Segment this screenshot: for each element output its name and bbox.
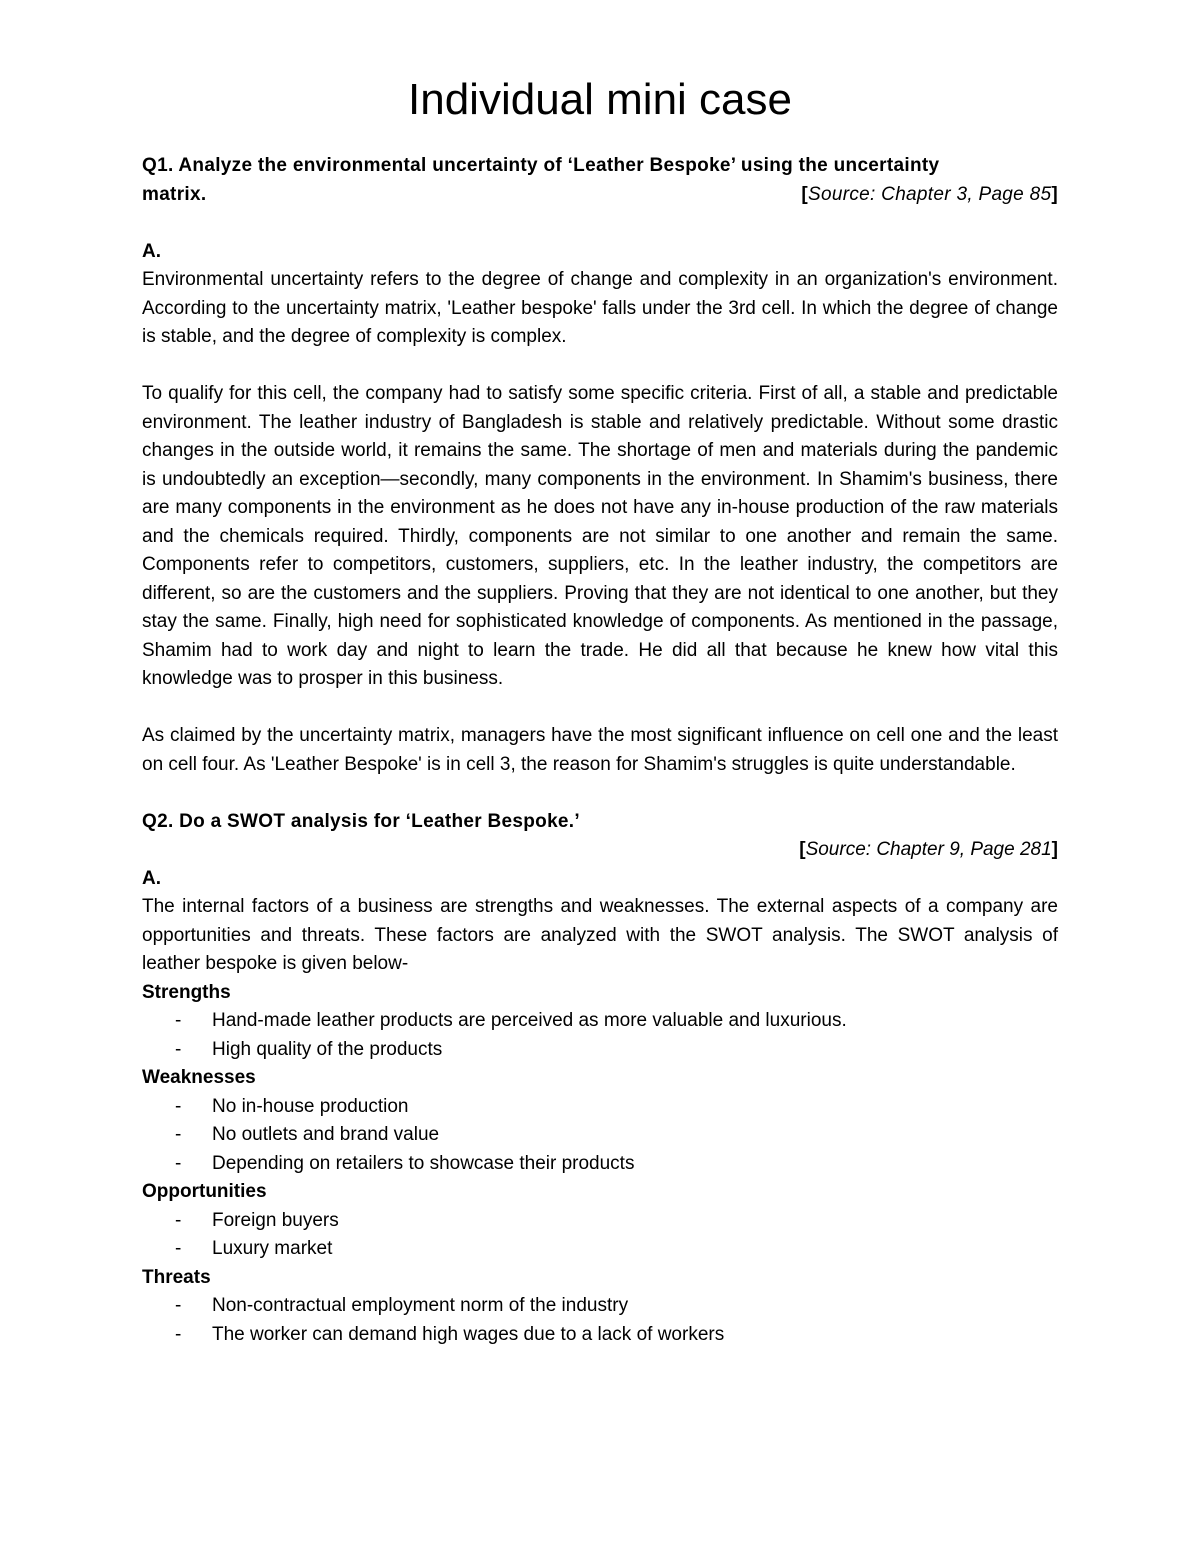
list-item-text: Depending on retailers to showcase their products (212, 1152, 635, 1174)
list-item (142, 1007, 1058, 1036)
document-title: Individual mini case (408, 75, 792, 124)
q2-source-open: [ (799, 839, 806, 860)
opportunities-list (142, 1207, 1058, 1264)
list-item-text: Foreign buyers (212, 1209, 339, 1231)
list-item (142, 1036, 1058, 1065)
q1-section (142, 152, 1058, 779)
opportunities-heading: Opportunities (142, 1181, 267, 1202)
q1-source-text: Source: Chapter 3, Page 85 (808, 183, 1052, 205)
q1-source-close: ] (1051, 183, 1058, 205)
q1-paragraph-3: As claimed by the uncertainty matrix, managers have the most significant influence on cell one and the least on cell four. As 'Leather Bespoke' is in cell 3, the reason for Shamim's struggles is quite understandable. (142, 725, 1058, 775)
weaknesses-list (142, 1093, 1058, 1179)
q1-paragraph-2: To qualify for this cell, the company had to satisfy some specific criteria. First of all, a stable and predictable environment. The leather industry of Bangladesh is stable and relatively predictable. Without some drastic changes in the outside world, it remains the same. The shortage of men and materials during the pandemic is undoubtedly an exception—secondly, many components in the environment. In Shamim's business, there are many components in the environment as he does not have any in-house production of the raw materials and the chemicals required. Thirdly, components are not similar to one another and remain the same. Components refer to competitors, customers, suppliers, etc. In the leather industry, the competitors are different, so are the customers and the suppliers. Proving that they are not identical to one another, but they stay the same. Finally, high need for sophisticated knowledge of components. As mentioned in the passage, Shamim had to work day and night to learn the trade. He did all that because he knew how vital this knowledge was to prosper in this business. (142, 383, 1058, 689)
q2-source-text: Source: Chapter 9, Page 281 (805, 839, 1052, 860)
dash-bullet: - (175, 1095, 182, 1117)
strengths-heading: Strengths (142, 981, 231, 1003)
spacer (142, 209, 1058, 238)
spacer (142, 352, 1058, 381)
dash-bullet: - (175, 1124, 182, 1145)
q2-source (142, 836, 1058, 865)
document-page (142, 70, 1058, 1349)
spacer (142, 779, 1058, 808)
list-item (142, 1207, 1058, 1236)
q2-source-close: ] (1051, 839, 1058, 860)
list-item-text: Hand-made leather products are perceived as more valuable and luxurious. (212, 1010, 847, 1031)
list-item (142, 1150, 1058, 1179)
list-item-text: High quality of the products (212, 1038, 443, 1060)
threats-list (142, 1292, 1058, 1349)
list-item-text: The worker can demand high wages due to a lack of workers (212, 1323, 725, 1345)
dash-bullet: - (175, 1323, 182, 1345)
threats-heading: Threats (142, 1266, 211, 1288)
weaknesses-heading: Weaknesses (142, 1067, 256, 1088)
q2-answer-label: A. (142, 867, 161, 889)
dash-bullet: - (175, 1209, 182, 1231)
q2-section (142, 808, 1058, 1350)
list-item (142, 1321, 1058, 1350)
q1-source (801, 181, 1058, 210)
strengths-list (142, 1007, 1058, 1064)
dash-bullet: - (175, 1038, 182, 1060)
q1-question-tail: matrix. (142, 183, 207, 205)
spacer (142, 694, 1058, 723)
dash-bullet: - (175, 1238, 182, 1259)
list-item (142, 1292, 1058, 1321)
q1-source-open: [ (801, 183, 809, 205)
q2-question: Q2. Do a SWOT analysis for ‘Leather Bespoke.’ (142, 810, 580, 832)
list-item (142, 1121, 1058, 1150)
list-item-text: No in-house production (212, 1095, 409, 1117)
q2-intro: The internal factors of a business are strengths and weaknesses. The external aspects of a company are opportunities and threats. These factors are analyzed with the SWOT analysis. The SWOT analysis of leather bespoke is given below- (142, 896, 1058, 974)
list-item (142, 1093, 1058, 1122)
list-item (142, 1235, 1058, 1264)
dash-bullet: - (175, 1295, 182, 1316)
dash-bullet: - (175, 1010, 182, 1031)
list-item-text: Luxury market (212, 1238, 333, 1259)
q1-paragraph-1: Environmental uncertainty refers to the degree of change and complexity in an organization's environment. According to the uncertainty matrix, 'Leather bespoke' falls under the 3rd cell. In which the degree of change is stable, and the degree of complexity is complex. (142, 269, 1058, 347)
list-item-text: No outlets and brand value (212, 1124, 440, 1145)
list-item-text: Non-contractual employment norm of the industry (212, 1295, 629, 1316)
q1-answer-label: A. (142, 240, 161, 262)
q1-question-line1: Q1. Analyze the environmental uncertainty of ‘Leather Bespoke’ using the uncertainty (142, 155, 940, 176)
q1-question-line2 (142, 181, 1058, 210)
dash-bullet: - (175, 1152, 182, 1174)
